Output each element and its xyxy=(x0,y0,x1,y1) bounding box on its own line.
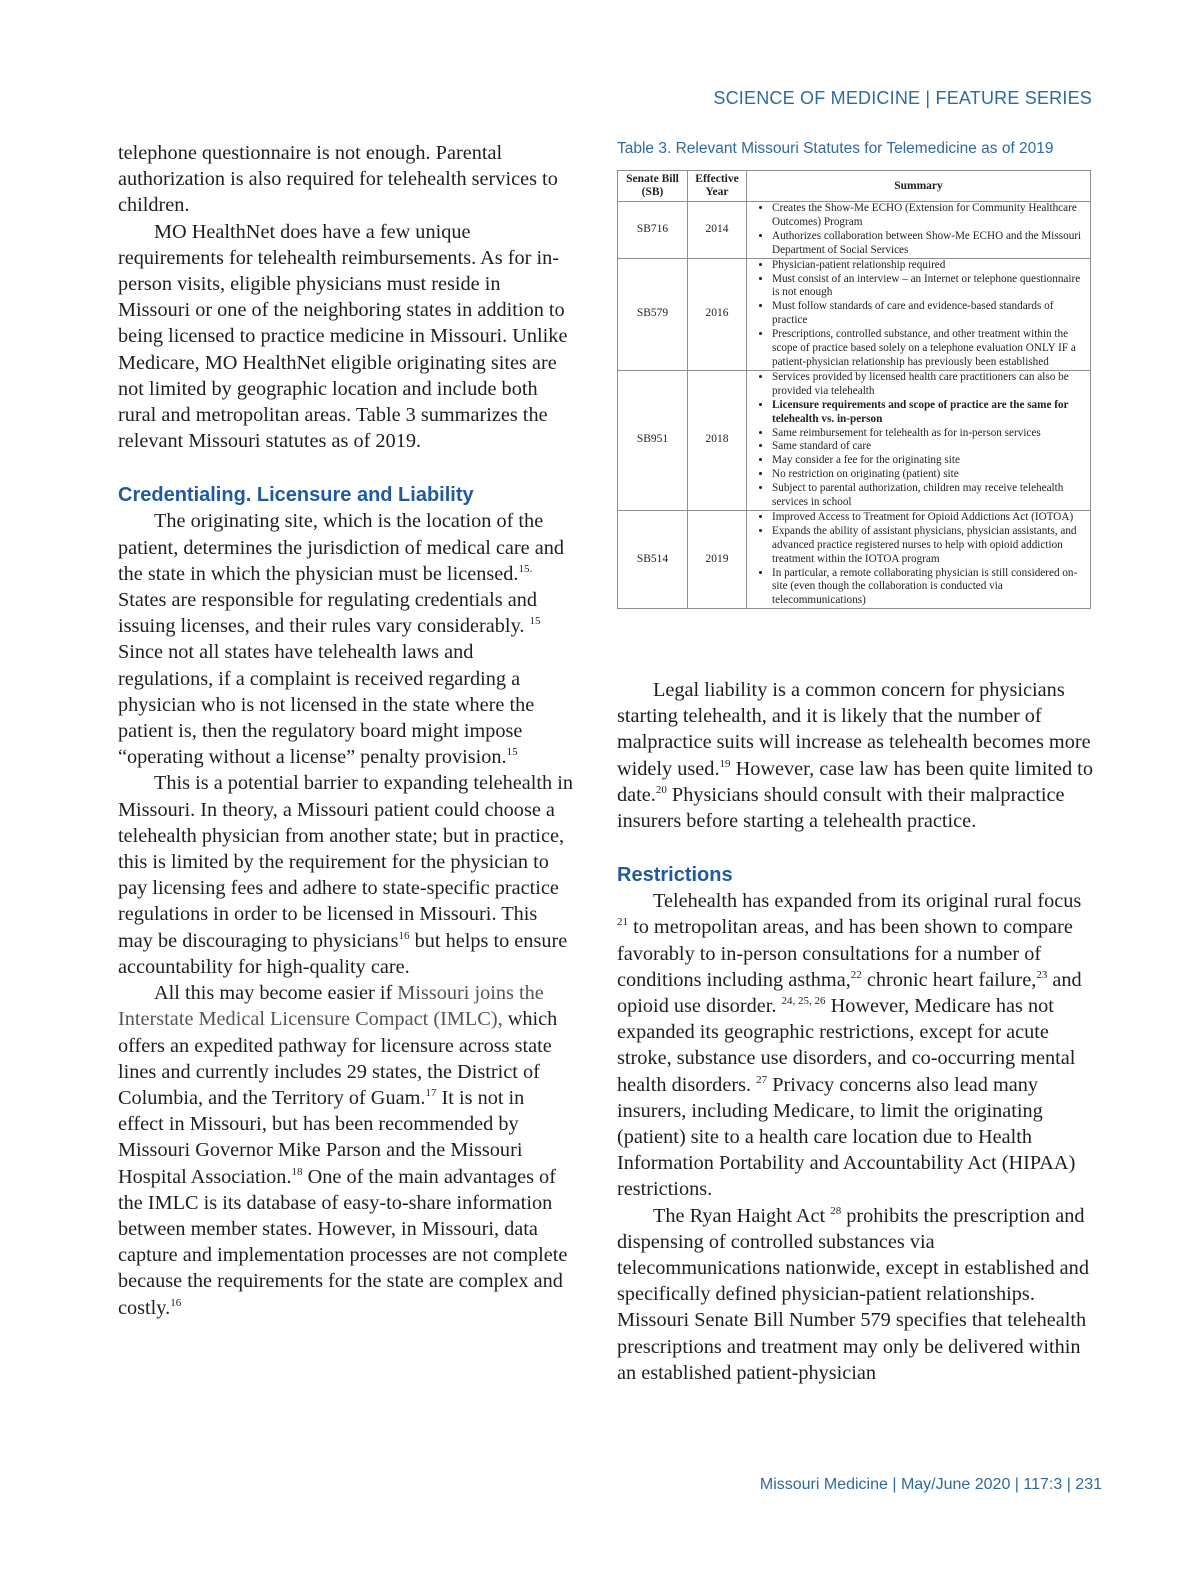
summary-item: • Improved Access to Treatment for Opioid Addictions Act (IOTOA) xyxy=(772,511,1086,525)
citation: 19 xyxy=(719,757,731,770)
summary-item: • Same reimbursement for telehealth as for in-person services xyxy=(772,427,1086,441)
section-heading-restrictions: Restrictions xyxy=(617,864,733,887)
citation: 27 xyxy=(756,1073,768,1086)
summary-item: • Prescriptions, controlled substance, and other treatment within the scope of practice based solely on a telephone evaluation ONLY IF a patient-physician relationship has previously been established xyxy=(772,328,1086,370)
citation: 23 xyxy=(1036,969,1048,982)
year-cell: 2016 xyxy=(688,258,747,370)
summary-item: • Must follow standards of care and evidence-based standards of practice xyxy=(772,300,1086,328)
summary-item: • Subject to parental authorization, children may receive telehealth services in school xyxy=(772,482,1086,510)
paragraph: telephone questionnaire is not enough. Parental authorization is also required for telehealth services to children. xyxy=(118,142,558,217)
summary-item: • Same standard of care xyxy=(772,440,1086,454)
summary-item: • Authorizes collaboration between Show-Me ECHO and the Missouri Department of Social Services xyxy=(772,230,1086,258)
table-row xyxy=(618,370,1091,510)
summary-item: • Physician-patient relationship required xyxy=(772,259,1086,273)
citation: 20 xyxy=(655,784,667,797)
citation: 15 xyxy=(506,746,518,759)
summary-item: • No restriction on originating (patient) site xyxy=(772,468,1086,482)
bill-cell: SB716 xyxy=(618,202,688,259)
summary-item: • Must consist of an interview – an Internet or telephone questionnaire is not enough xyxy=(772,273,1086,301)
year-cell: 2014 xyxy=(688,202,747,259)
citation: 18 xyxy=(291,1165,303,1178)
right-column xyxy=(617,677,1095,1386)
page-footer: Missouri Medicine | May/June 2020 | 117:3 | 231 xyxy=(759,1476,1102,1493)
paragraph: All this may become easier if Missouri joins the Interstate Medical Licensure Compact (IMLC), which offers an expedited pathway for licensure across state lines and currently includes 29 states, the District of Columbia, and the Territory of Guam.$^{17}$ It is not in effect in Missouri, but has been recommended by Missouri Governor Mike Parson and the Missouri Hospital Association.$^{18}$ One of the main advantages of the IMLC is its database of easy-to-share information between member states. However, in Missouri, data capture and implementation processes are not complete because the requirements for the state are complex and costly.$^{16}$ xyxy=(118,982,568,1319)
left-column xyxy=(118,140,573,1321)
summary-cell xyxy=(747,370,1091,510)
table-row xyxy=(618,258,1091,370)
paragraph: Legal liability is a common concern for physicians starting telehealth, and it is likely that the number of malpractice suits will increase as telehealth becomes more widely used.$^{19}$ However, case law has been quite limited to date.$^{20}$ Physicians should consult with their malpractice insurers before starting a telehealth practice. xyxy=(617,679,1093,833)
summary-item: • Creates the Show-Me ECHO (Extension for Community Healthcare Outcomes) Program xyxy=(772,202,1086,230)
paragraph: The originating site, which is the location of the patient, determines the jurisdiction of medical care and the state in which the physician must be licensed.$^{15.}$ States are responsible for regulating credentials and issuing licenses, and their rules vary considerably. $^{15}$ Since not all states have telehealth laws and regulations, if a complaint is received regarding a physician who is not licensed in the state where the patient is, then the regulatory board might impose “operating without a license” penalty provision.$^{15}$ xyxy=(118,510,565,769)
table-caption: Table 3. Relevant Missouri Statutes for Telemedicine as of 2019 xyxy=(617,140,1054,157)
summary-item: • Licensure requirements and scope of practice are the same for telehealth vs. in-person xyxy=(772,399,1086,427)
statutes-table xyxy=(617,170,1091,609)
summary-item: • Services provided by licensed health care practitioners can also be provided via telehealth xyxy=(772,371,1086,399)
table-row xyxy=(618,202,1091,259)
bill-cell: SB514 xyxy=(618,510,688,608)
citation: 28 xyxy=(830,1204,842,1217)
paragraph: The Ryan Haight Act $^{28}$ prohibits the prescription and dispensing of controlled substances via telecommunications nationwide, except in established and specifically defined physician-patient relationships. Missouri Senate Bill Number 579 specifies that telehealth prescriptions and treatment may only be delivered within an established patient-physician xyxy=(617,1204,1089,1384)
column-header-year: Effective Year xyxy=(688,171,747,202)
column-header-summary: Summary xyxy=(747,171,1091,202)
section-heading-credentialing: Credentialing. Licensure and Liability xyxy=(118,484,474,507)
paragraph: This is a potential barrier to expanding telehealth in Missouri. In theory, a Missouri patient could choose a telehealth physician from another state; but in practice, this is limited by the requirement for the physician to pay licensing fees and adhere to state-specific practice regulations in order to be licensed in Missouri. This may be discouraging to physicians$^{16}$ but helps to ensure accountability for high-quality care. xyxy=(118,772,574,978)
summary-item: • May consider a fee for the originating site xyxy=(772,454,1086,468)
summary-cell xyxy=(747,510,1091,608)
citation: 22 xyxy=(850,969,862,982)
summary-cell xyxy=(747,202,1091,259)
bill-cell: SB951 xyxy=(618,370,688,510)
citation: 24, 25, 26 xyxy=(781,995,826,1008)
citation: 15. xyxy=(518,563,533,576)
paragraph: Telehealth has expanded from its original rural focus $^{21}$ to metropolitan areas, and has been shown to compare favorably to in-person consultations for a number of conditions including asthma,$^{22}$ chronic heart failure,$^{23}$ and opioid use disorder. $^{24, 25, 26}$ However, Medicare has not expanded its geographic restrictions, except for acute stroke, substance use disorders, and co-occurring mental health disorders. $^{27}$ Privacy concerns also lead many insurers, including Medicare, to limit the originating (patient) site to a health care location due to Health Information Portability and Accountability Act (HIPAA) restrictions. xyxy=(617,890,1082,1201)
statutes-table-block xyxy=(617,140,1093,609)
year-cell: 2018 xyxy=(688,370,747,510)
summary-cell xyxy=(747,258,1091,370)
citation: 17 xyxy=(425,1087,437,1100)
paragraph: MO HealthNet does have a few unique requirements for telehealth reimbursements. As for in-person visits, eligible physicians must reside in Missouri or one of the neighboring states in addition to being licensed to practice medicine in Missouri. Unlike Medicare, MO HealthNet eligible originating sites are not limited by geographic location and include both rural and metropolitan areas. Table 3 summarizes the relevant Missouri statutes as of 2019. xyxy=(118,220,568,453)
imlc-link[interactable]: Missouri joins the Interstate Medical Licensure Compact (IMLC), xyxy=(118,982,544,1031)
citation: 21 xyxy=(617,916,628,929)
summary-item: • In particular, a remote collaborating physician is still considered on-site (even though the collaboration is conducted via telecommunications) xyxy=(772,567,1086,609)
table-row xyxy=(618,510,1091,608)
column-header-bill: Senate Bill (SB) xyxy=(618,171,688,202)
citation: 15 xyxy=(529,615,541,628)
citation: 16 xyxy=(398,929,410,942)
bill-cell: SB579 xyxy=(618,258,688,370)
citation: 16 xyxy=(170,1296,182,1309)
year-cell: 2019 xyxy=(688,510,747,608)
running-header: SCIENCE OF MEDICINE | FEATURE SERIES xyxy=(713,88,1092,108)
summary-item: • Expands the ability of assistant physicians, physician assistants, and advanced practice registered nurses to help with opioid addiction treatment within the IOTOA program xyxy=(772,525,1086,567)
